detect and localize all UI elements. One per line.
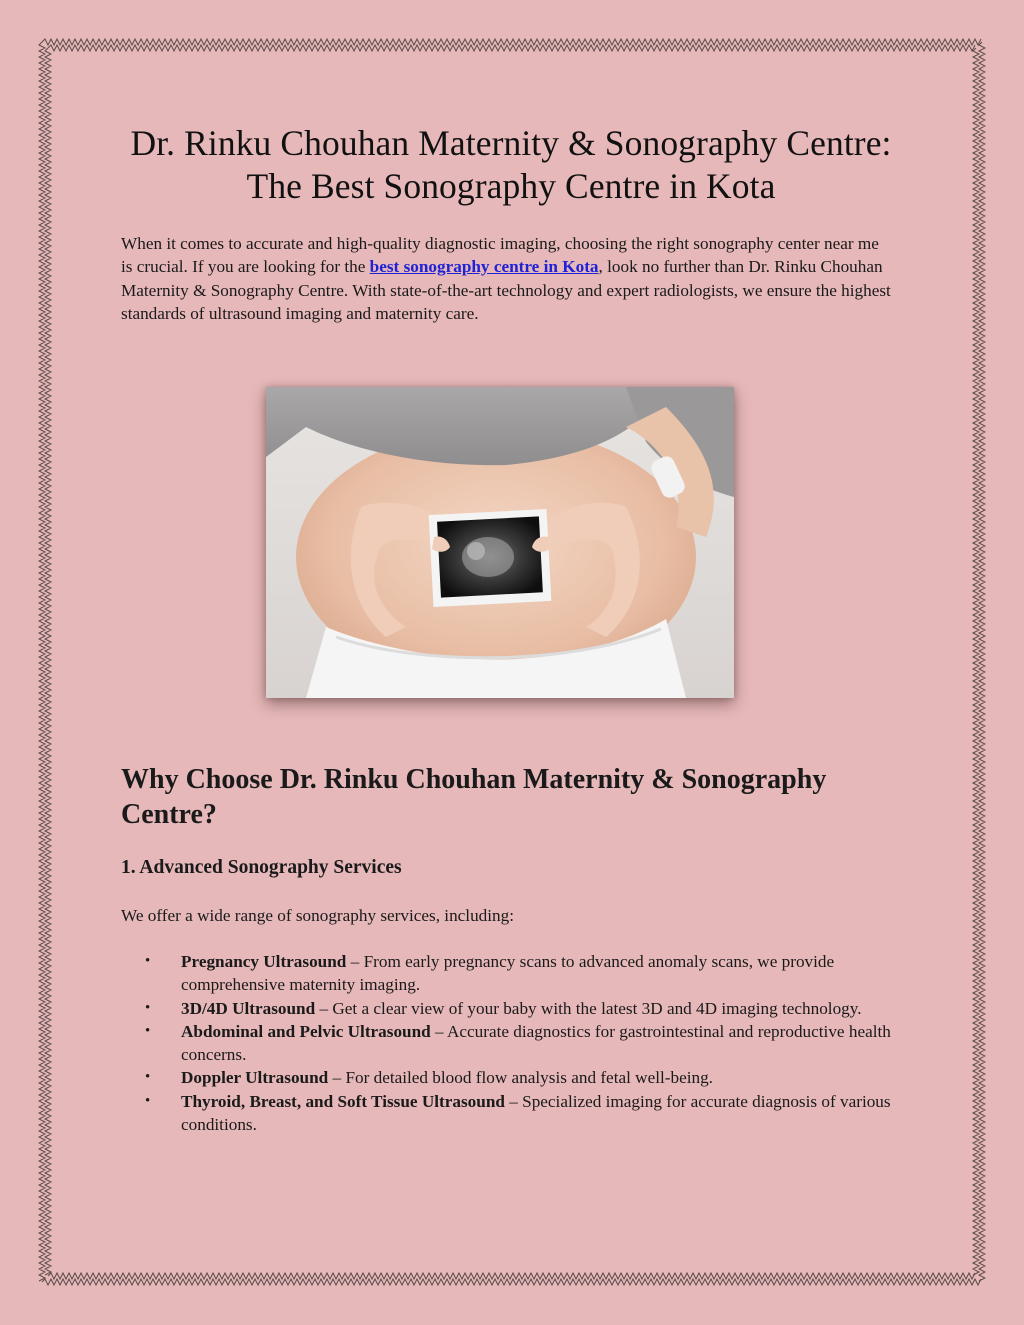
list-item [121, 1020, 891, 1067]
pregnancy-ultrasound-photo [266, 387, 734, 698]
list-item [121, 1066, 891, 1089]
services-lead-text: We offer a wide range of sonography services, including: [121, 906, 515, 925]
why-choose-heading: Why Choose Dr. Rinku Chouhan Maternity & Sonography Centre? [121, 764, 827, 830]
intro-text-start: When it comes to accurate and high-quality diagnostic imaging, choosing the right sonography center near me is crucial. If you are looking for the [121, 234, 879, 277]
bullet-icon: • [145, 1022, 151, 1039]
intro-text-end: , look no further than Dr. Rinku Chouhan Maternity & Sonography Centre. With state-of-the-art technology and expert radiologists, we ensure the highest standards of ultrasound imaging and maternity care. [121, 257, 891, 323]
advanced-services-subheading: 1. Advanced Sonography Services [121, 857, 402, 878]
bullet-icon: • [145, 1069, 151, 1086]
service-name: 3D/4D Ultrasound [181, 998, 316, 1018]
service-description: – From early pregnancy scans to advanced anomaly scans, we provide comprehensive maternity imaging. [181, 952, 835, 995]
list-item [121, 997, 891, 1020]
page-title: Dr. Rinku Chouhan Maternity & Sonography Centre: The Best Sonography Centre in Kota [130, 123, 892, 206]
best-sonography-link[interactable]: best sonography centre in Kota [369, 257, 599, 277]
pregnant-belly-image [266, 387, 734, 698]
service-name: Thyroid, Breast, and Soft Tissue Ultrasound [181, 1091, 505, 1111]
services-list [121, 950, 891, 1136]
bullet-icon: • [145, 999, 151, 1016]
bullet-icon: • [145, 953, 151, 969]
bullet-icon: • [145, 1092, 151, 1109]
service-name: Abdominal and Pelvic Ultrasound [181, 1021, 431, 1041]
list-item [121, 1090, 891, 1137]
service-description: – For detailed blood flow analysis and fetal well-being. [328, 1068, 713, 1088]
service-description: – Get a clear view of your baby with the latest 3D and 4D imaging technology. [315, 998, 862, 1018]
intro-paragraph [121, 232, 891, 325]
list-item [121, 950, 891, 997]
service-name: Pregnancy Ultrasound [181, 952, 347, 971]
service-description: – Specialized imaging for accurate diagnosis of various conditions. [181, 1091, 891, 1135]
service-name: Doppler Ultrasound [181, 1068, 329, 1088]
service-description: – Accurate diagnostics for gastrointestinal and reproductive health concerns. [181, 1021, 891, 1065]
